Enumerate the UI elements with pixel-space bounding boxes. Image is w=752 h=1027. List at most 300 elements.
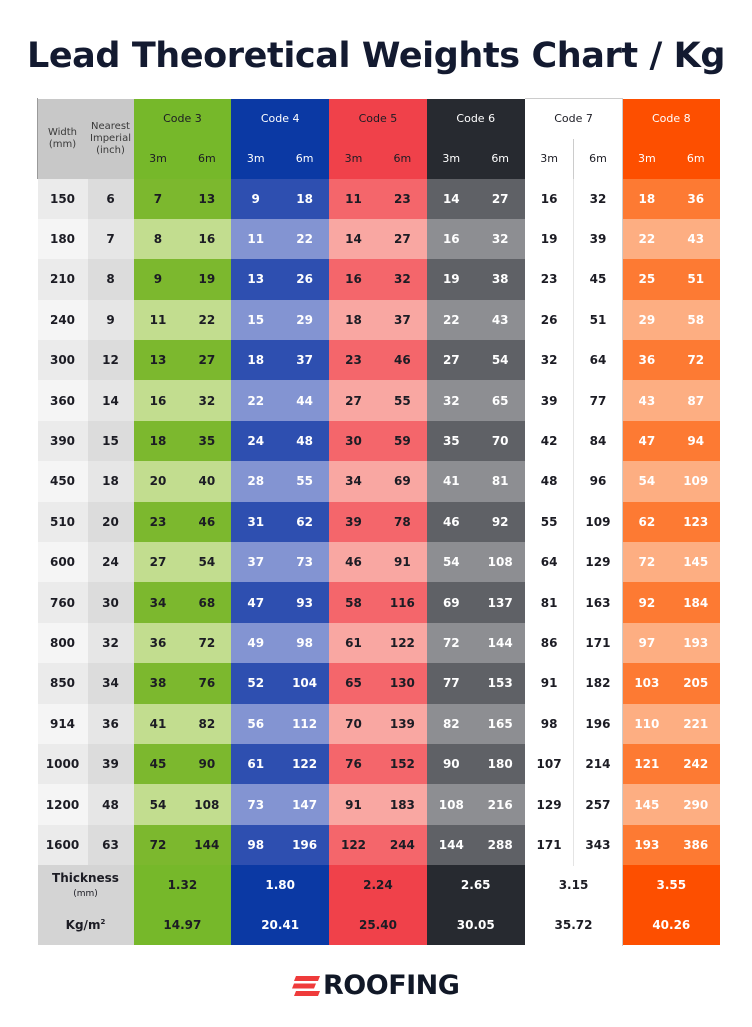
table-row	[38, 461, 721, 501]
code-3-6m-cell: 27	[182, 340, 231, 380]
code-6-3m-cell: 35	[427, 421, 476, 461]
code-6-6m-cell: 81	[476, 461, 525, 501]
code-6-3m-header: 3m	[427, 139, 476, 179]
code-3-6m-cell: 54	[182, 542, 231, 582]
kgm2-superscript: 2	[100, 918, 106, 927]
code-3-kgm2: 14.97	[134, 905, 232, 945]
code-6-3m-cell: 27	[427, 340, 476, 380]
code-7-6m-cell: 51	[574, 300, 623, 340]
code-3-3m-cell: 34	[134, 582, 183, 622]
weights-table	[37, 98, 721, 946]
code-3-6m-cell: 16	[182, 219, 231, 259]
width-cell: 800	[38, 623, 88, 663]
table-row	[38, 421, 721, 461]
imperial-cell: 14	[88, 380, 134, 420]
code-5-6m-cell: 59	[378, 421, 427, 461]
code-5-6m-cell: 27	[378, 219, 427, 259]
code-8-6m-header: 6m	[671, 139, 720, 179]
code-3-6m-cell: 32	[182, 380, 231, 420]
code-7-6m-header: 6m	[574, 139, 623, 179]
code-3-6m-cell: 108	[182, 784, 231, 824]
code-3-3m-header: 3m	[134, 139, 183, 179]
code-4-3m-cell: 47	[231, 582, 280, 622]
code-7-3m-cell: 129	[525, 784, 574, 824]
code-4-3m-cell: 37	[231, 542, 280, 582]
imperial-cell: 15	[88, 421, 134, 461]
code-7-6m-cell: 84	[574, 421, 623, 461]
code-6-3m-cell: 19	[427, 259, 476, 299]
width-cell: 450	[38, 461, 88, 501]
code-4-3m-header: 3m	[231, 139, 280, 179]
code-6-6m-cell: 54	[476, 340, 525, 380]
code-5-6m-cell: 183	[378, 784, 427, 824]
code-5-6m-cell: 46	[378, 340, 427, 380]
code-8-3m-cell: 18	[622, 179, 671, 219]
code-8-3m-cell: 36	[622, 340, 671, 380]
width-header-line1: Width	[47, 126, 78, 138]
imperial-header-line1: Nearest	[91, 120, 130, 132]
code-5-3m-cell: 58	[329, 582, 378, 622]
imperial-cell: 18	[88, 461, 134, 501]
code-4-6m-cell: 62	[280, 502, 329, 542]
code-8-3m-cell: 110	[622, 704, 671, 744]
imperial-cell: 20	[88, 502, 134, 542]
code-4-3m-cell: 11	[231, 219, 280, 259]
thickness-label-text: Thickness	[52, 871, 119, 886]
code-7-3m-cell: 91	[525, 663, 574, 703]
code-4-3m-cell: 31	[231, 502, 280, 542]
code-6-3m-cell: 82	[427, 704, 476, 744]
code-7-3m-cell: 39	[525, 380, 574, 420]
code-5-header: Code 5	[329, 99, 427, 139]
code-4-6m-cell: 26	[280, 259, 329, 299]
code-7-3m-cell: 81	[525, 582, 574, 622]
code-5-6m-cell: 244	[378, 825, 427, 865]
imperial-cell: 63	[88, 825, 134, 865]
code-6-3m-cell: 69	[427, 582, 476, 622]
code-7-3m-cell: 19	[525, 219, 574, 259]
table-row	[38, 300, 721, 340]
code-8-6m-cell: 242	[671, 744, 720, 784]
table-row	[38, 623, 721, 663]
code-7-6m-cell: 109	[574, 502, 623, 542]
kgm2-row	[38, 905, 721, 945]
table-row	[38, 582, 721, 622]
code-4-3m-cell: 73	[231, 784, 280, 824]
imperial-cell: 6	[88, 179, 134, 219]
code-8-6m-cell: 43	[671, 219, 720, 259]
code-7-3m-cell: 32	[525, 340, 574, 380]
code-3-3m-cell: 9	[134, 259, 183, 299]
code-7-3m-cell: 171	[525, 825, 574, 865]
width-cell: 850	[38, 663, 88, 703]
code-3-6m-cell: 35	[182, 421, 231, 461]
code-5-kgm2: 25.40	[329, 905, 427, 945]
code-3-3m-cell: 13	[134, 340, 183, 380]
code-6-6m-cell: 65	[476, 380, 525, 420]
code-5-6m-cell: 130	[378, 663, 427, 703]
code-4-3m-cell: 49	[231, 623, 280, 663]
code-8-3m-cell: 145	[622, 784, 671, 824]
code-5-6m-cell: 37	[378, 300, 427, 340]
code-3-3m-cell: 20	[134, 461, 183, 501]
code-4-3m-cell: 18	[231, 340, 280, 380]
code-7-6m-cell: 182	[574, 663, 623, 703]
code-5-3m-cell: 30	[329, 421, 378, 461]
width-cell: 914	[38, 704, 88, 744]
imperial-cell: 12	[88, 340, 134, 380]
imperial-cell: 30	[88, 582, 134, 622]
code-5-6m-cell: 69	[378, 461, 427, 501]
code-6-6m-cell: 137	[476, 582, 525, 622]
code-4-thickness: 1.80	[231, 865, 329, 905]
code-4-6m-cell: 98	[280, 623, 329, 663]
code-7-3m-cell: 26	[525, 300, 574, 340]
code-5-6m-cell: 91	[378, 542, 427, 582]
code-6-6m-cell: 153	[476, 663, 525, 703]
code-6-3m-cell: 77	[427, 663, 476, 703]
code-7-3m-cell: 48	[525, 461, 574, 501]
imperial-cell: 36	[88, 704, 134, 744]
code-4-3m-cell: 28	[231, 461, 280, 501]
code-6-6m-cell: 27	[476, 179, 525, 219]
imperial-cell: 34	[88, 663, 134, 703]
code-6-6m-cell: 32	[476, 219, 525, 259]
code-8-6m-cell: 193	[671, 623, 720, 663]
code-5-3m-cell: 76	[329, 744, 378, 784]
header-row-lengths	[38, 139, 721, 179]
code-8-thickness: 3.55	[622, 865, 720, 905]
code-7-6m-cell: 96	[574, 461, 623, 501]
code-8-3m-cell: 121	[622, 744, 671, 784]
code-8-3m-cell: 22	[622, 219, 671, 259]
width-cell: 510	[38, 502, 88, 542]
code-8-3m-cell: 62	[622, 502, 671, 542]
code-3-3m-cell: 8	[134, 219, 183, 259]
code-5-3m-cell: 91	[329, 784, 378, 824]
code-6-3m-cell: 46	[427, 502, 476, 542]
table-row	[38, 219, 721, 259]
table-row	[38, 542, 721, 582]
code-8-6m-cell: 109	[671, 461, 720, 501]
code-6-6m-cell: 288	[476, 825, 525, 865]
code-8-3m-header: 3m	[622, 139, 671, 179]
table-row	[38, 784, 721, 824]
table-row	[38, 704, 721, 744]
code-3-3m-cell: 27	[134, 542, 183, 582]
table-row	[38, 825, 721, 865]
code-8-6m-cell: 51	[671, 259, 720, 299]
code-5-3m-cell: 70	[329, 704, 378, 744]
code-5-3m-cell: 14	[329, 219, 378, 259]
width-cell: 150	[38, 179, 88, 219]
width-header-line2: (mm)	[48, 138, 77, 150]
code-7-3m-cell: 98	[525, 704, 574, 744]
imperial-cell: 7	[88, 219, 134, 259]
imperial-header	[88, 99, 134, 179]
code-5-3m-cell: 11	[329, 179, 378, 219]
table-row	[38, 744, 721, 784]
imperial-cell: 32	[88, 623, 134, 663]
code-6-3m-cell: 32	[427, 380, 476, 420]
code-3-thickness: 1.32	[134, 865, 232, 905]
code-4-6m-cell: 104	[280, 663, 329, 703]
code-3-6m-cell: 19	[182, 259, 231, 299]
code-4-6m-cell: 55	[280, 461, 329, 501]
code-5-3m-header: 3m	[329, 139, 378, 179]
code-7-6m-cell: 171	[574, 623, 623, 663]
code-5-6m-cell: 152	[378, 744, 427, 784]
code-4-header: Code 4	[231, 99, 329, 139]
code-6-3m-cell: 144	[427, 825, 476, 865]
code-3-6m-cell: 68	[182, 582, 231, 622]
page-title: Lead Theoretical Weights Chart / Kg	[26, 36, 726, 76]
code-4-6m-cell: 73	[280, 542, 329, 582]
code-7-3m-cell: 107	[525, 744, 574, 784]
code-4-3m-cell: 24	[231, 421, 280, 461]
code-4-6m-cell: 122	[280, 744, 329, 784]
code-7-6m-cell: 163	[574, 582, 623, 622]
code-7-6m-cell: 77	[574, 380, 623, 420]
code-7-6m-cell: 45	[574, 259, 623, 299]
code-5-3m-cell: 23	[329, 340, 378, 380]
code-5-3m-cell: 39	[329, 502, 378, 542]
code-7-6m-cell: 343	[574, 825, 623, 865]
code-5-6m-cell: 78	[378, 502, 427, 542]
table-row	[38, 380, 721, 420]
code-3-3m-cell: 41	[134, 704, 183, 744]
code-7-3m-header: 3m	[525, 139, 574, 179]
width-cell: 360	[38, 380, 88, 420]
code-4-6m-cell: 22	[280, 219, 329, 259]
code-8-6m-cell: 205	[671, 663, 720, 703]
imperial-cell: 24	[88, 542, 134, 582]
width-cell: 300	[38, 340, 88, 380]
code-6-3m-cell: 14	[427, 179, 476, 219]
code-4-6m-cell: 18	[280, 179, 329, 219]
code-3-6m-cell: 40	[182, 461, 231, 501]
code-3-3m-cell: 16	[134, 380, 183, 420]
code-7-6m-cell: 39	[574, 219, 623, 259]
code-8-3m-cell: 29	[622, 300, 671, 340]
code-6-6m-cell: 180	[476, 744, 525, 784]
code-6-3m-cell: 72	[427, 623, 476, 663]
code-4-3m-cell: 22	[231, 380, 280, 420]
code-5-3m-cell: 46	[329, 542, 378, 582]
code-5-6m-cell: 139	[378, 704, 427, 744]
code-6-6m-cell: 108	[476, 542, 525, 582]
header-row-codes	[38, 99, 721, 139]
code-8-3m-cell: 97	[622, 623, 671, 663]
thickness-unit: (mm)	[73, 889, 98, 900]
code-6-6m-cell: 92	[476, 502, 525, 542]
kgm2-label	[38, 905, 134, 945]
code-8-6m-cell: 184	[671, 582, 720, 622]
code-8-3m-cell: 103	[622, 663, 671, 703]
brand-e-mark-icon	[292, 974, 322, 998]
code-4-6m-cell: 147	[280, 784, 329, 824]
code-3-6m-cell: 82	[182, 704, 231, 744]
code-6-3m-cell: 22	[427, 300, 476, 340]
code-3-6m-cell: 72	[182, 623, 231, 663]
width-cell: 600	[38, 542, 88, 582]
code-3-3m-cell: 45	[134, 744, 183, 784]
code-8-6m-cell: 123	[671, 502, 720, 542]
code-5-3m-cell: 16	[329, 259, 378, 299]
width-header	[38, 99, 88, 179]
table-row	[38, 179, 721, 219]
brand-logo-text: ROOFING	[323, 970, 460, 1001]
code-8-6m-cell: 36	[671, 179, 720, 219]
width-cell: 1000	[38, 744, 88, 784]
code-5-6m-cell: 55	[378, 380, 427, 420]
code-3-6m-cell: 144	[182, 825, 231, 865]
code-6-thickness: 2.65	[427, 865, 525, 905]
width-cell: 1200	[38, 784, 88, 824]
code-7-3m-cell: 16	[525, 179, 574, 219]
code-7-6m-cell: 64	[574, 340, 623, 380]
imperial-cell: 8	[88, 259, 134, 299]
code-4-3m-cell: 56	[231, 704, 280, 744]
table-row	[38, 259, 721, 299]
code-6-3m-cell: 108	[427, 784, 476, 824]
table-row	[38, 663, 721, 703]
code-7-6m-cell: 196	[574, 704, 623, 744]
imperial-header-line3: (inch)	[96, 144, 125, 156]
imperial-cell: 9	[88, 300, 134, 340]
code-5-6m-cell: 23	[378, 179, 427, 219]
code-6-3m-cell: 41	[427, 461, 476, 501]
code-6-3m-cell: 90	[427, 744, 476, 784]
code-3-6m-cell: 22	[182, 300, 231, 340]
code-4-3m-cell: 15	[231, 300, 280, 340]
code-3-6m-cell: 46	[182, 502, 231, 542]
code-6-3m-cell: 16	[427, 219, 476, 259]
code-3-3m-cell: 54	[134, 784, 183, 824]
code-4-6m-cell: 29	[280, 300, 329, 340]
code-3-header: Code 3	[134, 99, 232, 139]
code-8-3m-cell: 92	[622, 582, 671, 622]
code-7-3m-cell: 64	[525, 542, 574, 582]
code-4-3m-cell: 52	[231, 663, 280, 703]
code-7-6m-cell: 32	[574, 179, 623, 219]
code-8-3m-cell: 54	[622, 461, 671, 501]
code-3-3m-cell: 72	[134, 825, 183, 865]
code-7-3m-cell: 42	[525, 421, 574, 461]
width-cell: 180	[38, 219, 88, 259]
code-8-6m-cell: 290	[671, 784, 720, 824]
code-6-6m-header: 6m	[476, 139, 525, 179]
code-5-6m-cell: 32	[378, 259, 427, 299]
code-5-6m-header: 6m	[378, 139, 427, 179]
code-4-kgm2: 20.41	[231, 905, 329, 945]
table-row	[38, 502, 721, 542]
code-6-3m-cell: 54	[427, 542, 476, 582]
code-3-3m-cell: 18	[134, 421, 183, 461]
imperial-header-line2: Imperial	[90, 132, 131, 144]
code-5-6m-cell: 116	[378, 582, 427, 622]
kgm2-label-text: Kg/m	[65, 918, 101, 933]
code-4-6m-cell: 93	[280, 582, 329, 622]
code-4-6m-cell: 112	[280, 704, 329, 744]
code-8-6m-cell: 87	[671, 380, 720, 420]
width-cell: 1600	[38, 825, 88, 865]
code-7-6m-cell: 129	[574, 542, 623, 582]
code-8-6m-cell: 94	[671, 421, 720, 461]
brand-logo	[292, 970, 462, 1002]
code-5-3m-cell: 18	[329, 300, 378, 340]
width-cell: 760	[38, 582, 88, 622]
code-6-header: Code 6	[427, 99, 525, 139]
width-cell: 390	[38, 421, 88, 461]
code-6-6m-cell: 144	[476, 623, 525, 663]
imperial-cell: 48	[88, 784, 134, 824]
code-8-header: Code 8	[622, 99, 720, 139]
code-8-3m-cell: 47	[622, 421, 671, 461]
code-3-3m-cell: 7	[134, 179, 183, 219]
code-8-6m-cell: 145	[671, 542, 720, 582]
code-7-thickness: 3.15	[525, 865, 623, 905]
code-4-3m-cell: 98	[231, 825, 280, 865]
code-8-6m-cell: 72	[671, 340, 720, 380]
code-5-3m-cell: 27	[329, 380, 378, 420]
code-8-6m-cell: 58	[671, 300, 720, 340]
code-3-6m-cell: 90	[182, 744, 231, 784]
code-5-3m-cell: 34	[329, 461, 378, 501]
code-4-6m-cell: 48	[280, 421, 329, 461]
thickness-label	[38, 865, 134, 905]
code-3-3m-cell: 38	[134, 663, 183, 703]
code-3-3m-cell: 36	[134, 623, 183, 663]
code-3-3m-cell: 11	[134, 300, 183, 340]
code-4-3m-cell: 9	[231, 179, 280, 219]
code-6-6m-cell: 165	[476, 704, 525, 744]
code-4-6m-header: 6m	[280, 139, 329, 179]
code-8-6m-cell: 386	[671, 825, 720, 865]
code-6-6m-cell: 216	[476, 784, 525, 824]
code-7-6m-cell: 214	[574, 744, 623, 784]
code-4-6m-cell: 196	[280, 825, 329, 865]
code-7-3m-cell: 55	[525, 502, 574, 542]
code-4-3m-cell: 61	[231, 744, 280, 784]
width-cell: 210	[38, 259, 88, 299]
code-5-thickness: 2.24	[329, 865, 427, 905]
code-8-3m-cell: 25	[622, 259, 671, 299]
code-5-3m-cell: 65	[329, 663, 378, 703]
code-5-3m-cell: 122	[329, 825, 378, 865]
code-7-kgm2: 35.72	[525, 905, 623, 945]
code-3-3m-cell: 23	[134, 502, 183, 542]
code-7-3m-cell: 86	[525, 623, 574, 663]
code-4-6m-cell: 37	[280, 340, 329, 380]
code-8-kgm2: 40.26	[622, 905, 720, 945]
code-3-6m-header: 6m	[182, 139, 231, 179]
code-4-6m-cell: 44	[280, 380, 329, 420]
code-3-6m-cell: 76	[182, 663, 231, 703]
table-row	[38, 340, 721, 380]
code-6-kgm2: 30.05	[427, 905, 525, 945]
code-6-6m-cell: 43	[476, 300, 525, 340]
code-7-header: Code 7	[525, 99, 623, 139]
width-cell: 240	[38, 300, 88, 340]
code-5-3m-cell: 61	[329, 623, 378, 663]
code-8-3m-cell: 72	[622, 542, 671, 582]
code-6-6m-cell: 38	[476, 259, 525, 299]
code-8-3m-cell: 43	[622, 380, 671, 420]
code-7-3m-cell: 23	[525, 259, 574, 299]
code-7-6m-cell: 257	[574, 784, 623, 824]
code-6-6m-cell: 70	[476, 421, 525, 461]
